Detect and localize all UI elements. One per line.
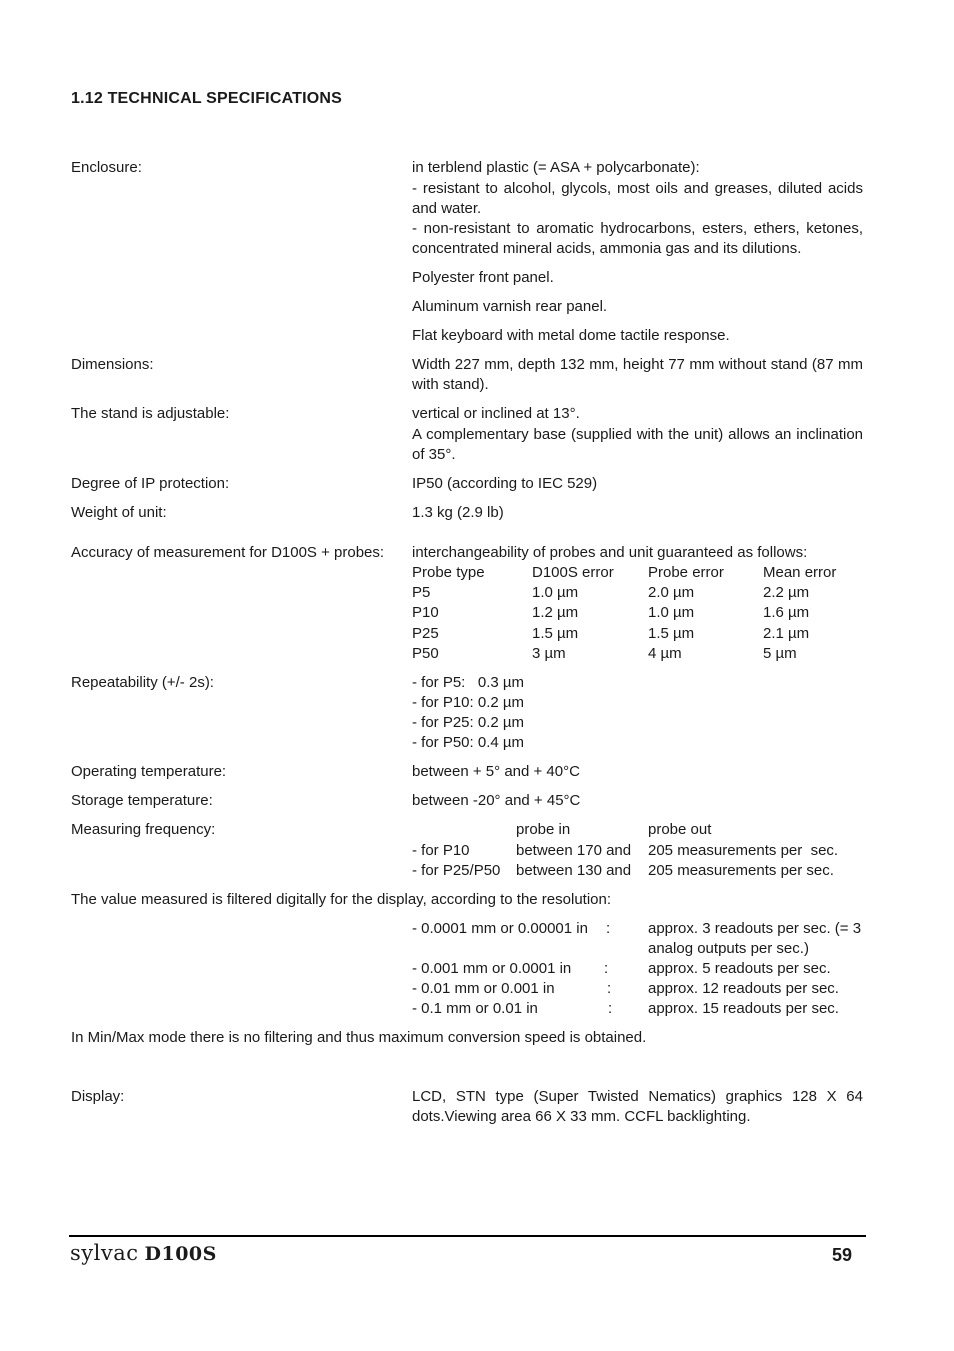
page-title: 1.12 TECHNICAL SPECIFICATIONS <box>71 90 343 107</box>
display-label: Display: <box>71 1088 125 1105</box>
accuracy-cell: 1.5 µm <box>648 625 695 642</box>
filter-resolution: - 0.0001 mm or 0.00001 in <box>412 920 588 937</box>
filter-colon: : <box>606 920 611 937</box>
accuracy-cell: P5 <box>412 584 431 601</box>
filter-resolution: - 0.01 mm or 0.001 in <box>412 980 555 997</box>
operating-temp-label: Operating temperature: <box>71 763 227 780</box>
stand-base: A complementary base (supplied with the unit) allows an inclination of 35°. <box>412 426 863 463</box>
accuracy-cell: 3 µm <box>532 645 566 662</box>
enclosure-rear-panel: Aluminum varnish rear panel. <box>412 298 608 315</box>
accuracy-cell: 1.0 µm <box>532 584 579 601</box>
filter-resolution: - 0.001 mm or 0.0001 in <box>412 960 572 977</box>
enclosure-material: in terblend plastic (= ASA + polycarbonate): <box>412 159 700 176</box>
filter-rate: approx. 12 readouts per sec. <box>648 980 839 997</box>
accuracy-cell: P50 <box>412 645 439 662</box>
weight-value: 1.3 kg (2.9 lb) <box>412 504 504 521</box>
accuracy-intro: interchangeability of probes and unit guaranteed as follows: <box>412 544 808 561</box>
accuracy-cell: 1.6 µm <box>763 604 810 621</box>
accuracy-header-cell: Probe type <box>412 564 485 581</box>
frequency-cell: 205 measurements per sec. <box>648 862 834 879</box>
accuracy-cell: 5 µm <box>763 645 797 662</box>
brand-model: D100S <box>144 1243 217 1265</box>
filter-colon: : <box>608 1000 613 1017</box>
enclosure-front-panel: Polyester front panel. <box>412 269 554 286</box>
filter-resolution: - 0.1 mm or 0.01 in <box>412 1000 538 1017</box>
brand-name: sylvac <box>70 1241 139 1265</box>
weight-label: Weight of unit: <box>71 504 167 521</box>
frequency-cell: - for P10 <box>412 842 470 859</box>
enclosure-non-resistant: - non-resistant to aromatic hydrocarbons, esters, ethers, ketones, concentrated mineral acids, ammonia gas and its dilutions. <box>412 220 863 257</box>
stand-incline: vertical or inclined at 13°. <box>412 405 580 422</box>
filter-intro: The value measured is filtered digitally for the display, according to the resolution: <box>71 891 612 908</box>
accuracy-cell: P10 <box>412 604 439 621</box>
ip-label: Degree of IP protection: <box>71 475 230 492</box>
frequency-cell: - for P25/P50 <box>412 862 501 879</box>
ip-value: IP50 (according to IEC 529) <box>412 475 598 492</box>
frequency-header-probe-out: probe out <box>648 821 712 838</box>
brand-logo <box>70 1243 217 1264</box>
accuracy-header-cell: Mean error <box>763 564 837 581</box>
minmax-note: In Min/Max mode there is no filtering and thus maximum conversion speed is obtained. <box>71 1029 647 1046</box>
filter-rate: approx. 15 readouts per sec. <box>648 1000 839 1017</box>
accuracy-cell: 2.1 µm <box>763 625 810 642</box>
frequency-label: Measuring frequency: <box>71 821 216 838</box>
repeatability-label: Repeatability (+/- 2s): <box>71 674 214 691</box>
frequency-cell: between 170 and <box>516 842 632 859</box>
accuracy-cell: 1.5 µm <box>532 625 579 642</box>
accuracy-header-cell: Probe error <box>648 564 724 581</box>
accuracy-cell: 1.2 µm <box>532 604 579 621</box>
accuracy-label: Accuracy of measurement for D100S + probes: <box>71 544 385 561</box>
filter-rate: approx. 5 readouts per sec. <box>648 960 831 977</box>
frequency-header-probe-in: probe in <box>516 821 571 838</box>
repeatability-line: - for P5: 0.3 µm <box>412 674 525 691</box>
accuracy-cell: 2.2 µm <box>763 584 810 601</box>
filter-colon: : <box>604 960 609 977</box>
accuracy-header-cell: D100S error <box>532 564 614 581</box>
operating-temp-value: between + 5° and + 40°C <box>412 763 580 780</box>
stand-label: The stand is adjustable: <box>71 405 230 422</box>
display-value: LCD, STN type (Super Twisted Nematics) graphics 128 X 64 dots.Viewing area 66 X 33 mm. CCFL backlighting. <box>412 1088 863 1125</box>
filter-colon: : <box>607 980 612 997</box>
dimensions-label: Dimensions: <box>71 356 154 373</box>
footer-rule <box>69 1235 866 1237</box>
accuracy-cell: 2.0 µm <box>648 584 695 601</box>
repeatability-line: - for P25: 0.2 µm <box>412 714 525 731</box>
enclosure-keyboard: Flat keyboard with metal dome tactile response. <box>412 327 730 344</box>
enclosure-resistant: - resistant to alcohol, glycols, most oils and greases, diluted acids and water. <box>412 180 863 217</box>
accuracy-cell: P25 <box>412 625 439 642</box>
accuracy-cell: 4 µm <box>648 645 682 662</box>
filter-rate: approx. 3 readouts per sec. (= 3 <box>648 920 862 937</box>
repeatability-line: - for P50: 0.4 µm <box>412 734 525 751</box>
page-number: 59 <box>832 1245 853 1265</box>
accuracy-cell: 1.0 µm <box>648 604 695 621</box>
storage-temp-label: Storage temperature: <box>71 792 213 809</box>
filter-rate-note: analog outputs per sec.) <box>648 940 809 957</box>
dimensions-value: Width 227 mm, depth 132 mm, height 77 mm without stand (87 mm with stand). <box>412 356 863 393</box>
storage-temp-value: between -20° and + 45°C <box>412 792 581 809</box>
frequency-cell: between 130 and <box>516 862 632 879</box>
frequency-cell: 205 measurements per sec. <box>648 842 839 859</box>
repeatability-line: - for P10: 0.2 µm <box>412 694 525 711</box>
enclosure-label: Enclosure: <box>71 159 142 176</box>
